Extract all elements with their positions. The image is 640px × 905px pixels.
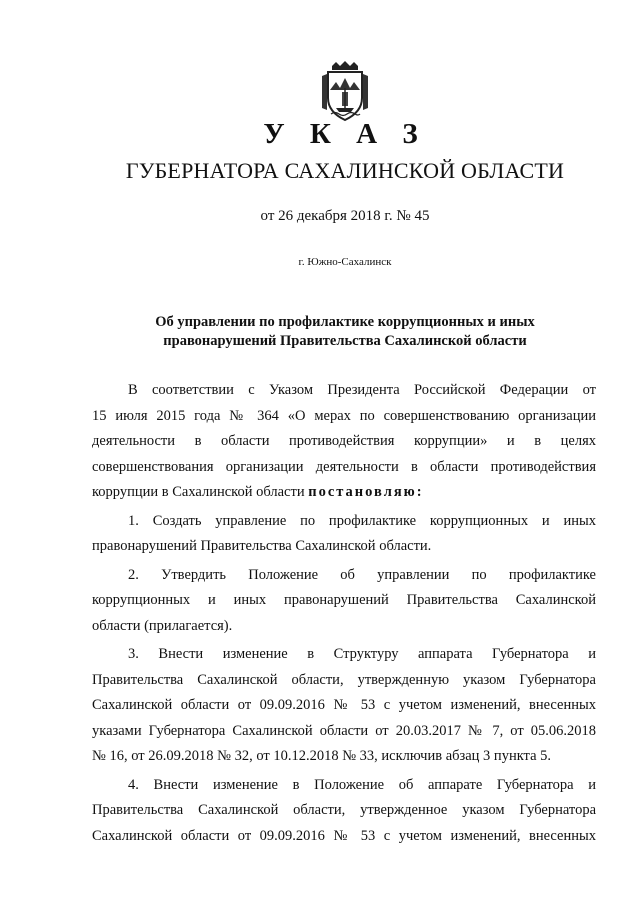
text-line: № 16, от 26.09.2018 № 32, от 10.12.2018 № 33, исключив абзац 3 пункта 5. [92, 748, 552, 764]
text-line: 4. Внести изменение в Положение об аппарате Губернатора и [128, 776, 596, 793]
text-line: 1. Создать управление по профилактике коррупционных и иных [128, 512, 596, 529]
text-line: 15 июля 2015 года № 364 «О мерах по совершенствованию организации [92, 407, 596, 424]
decree-subject [0, 313, 640, 351]
text-line: В соответствии с Указом Президента Российской Федерации от [128, 382, 596, 398]
text-line: правонарушений Правительства Сахалинской области. [92, 538, 432, 554]
decree-keyword: постановляю: [308, 484, 424, 500]
text-fragment: коррупции в Сахалинской области [92, 484, 305, 500]
paragraph-item-1 [92, 509, 596, 560]
text-line: 2. Утвердить Положение об управлении по профилактике [128, 566, 596, 583]
text-line: указами Губернатора Сахалинской области от 20.03.2017 № 7, от 05.06.2018 [92, 722, 596, 739]
text-line [92, 480, 596, 506]
decree-city: г. Южно-Сахалинск [298, 256, 392, 268]
paragraph-preamble [92, 378, 596, 506]
paragraph-item-3 [92, 642, 596, 770]
text-line: Сахалинской области от 09.09.2016 № 53 с учетом изменений, внесенных [92, 697, 596, 713]
paragraph-item-4 [92, 773, 596, 850]
subject-line: Об управлении по профилактике коррупционных и иных [155, 314, 535, 330]
text-line: области (прилагается). [92, 617, 233, 634]
document-title: У К А З [263, 118, 427, 150]
subject-line: правонарушений Правительства Сахалинской области [163, 333, 527, 349]
text-line: Правительства Сахалинской области, утвержденное указом Губернатора [92, 802, 596, 818]
text-line: деятельности в области противодействия коррупции» и в целях [92, 433, 596, 449]
text-line: Сахалинской области от 09.09.2016 № 53 с учетом изменений, внесенных [92, 827, 596, 844]
sakhalin-coat-of-arms-icon [318, 60, 372, 122]
text-line: совершенствования организации деятельности в области противодействия [92, 458, 596, 475]
text-line: Правительства Сахалинской области, утвержденную указом Губернатора [92, 671, 596, 688]
paragraph-item-2 [92, 563, 596, 640]
decree-date-number: от 26 декабря 2018 г. № 45 [260, 208, 430, 224]
document-subtitle: ГУБЕРНАТОРА САХАЛИНСКОЙ ОБЛАСТИ [125, 158, 565, 183]
decree-body [92, 378, 596, 849]
text-line: 3. Внести изменение в Структуру аппарата Губернатора и [128, 646, 596, 662]
text-line: коррупционных и иных правонарушений Правительства Сахалинской [92, 592, 596, 608]
